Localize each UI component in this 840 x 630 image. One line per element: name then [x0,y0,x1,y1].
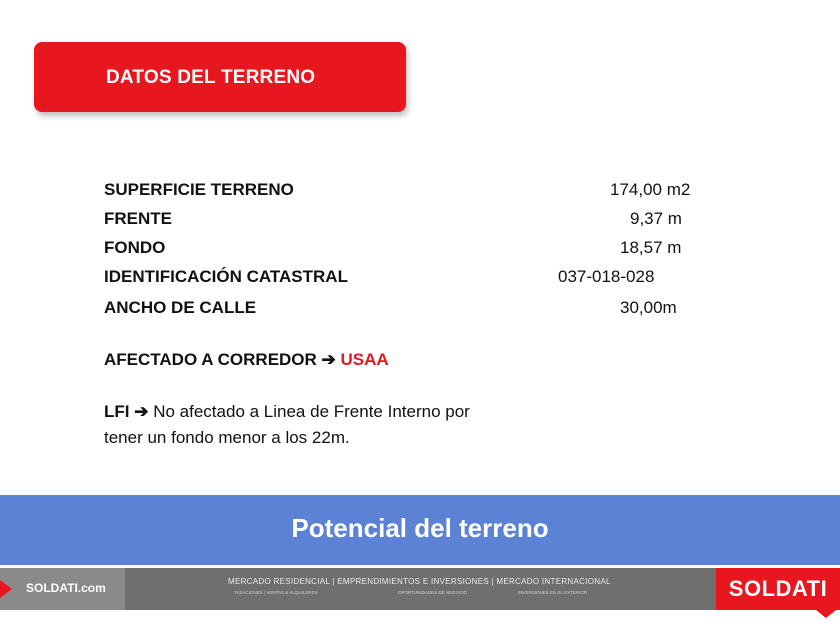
lfi-label: LFI [104,402,130,421]
row-value: 30,00m [620,298,677,317]
section-banner [0,495,840,565]
banner-title: Potencial del terreno [291,513,549,543]
row-value: 18,57 m [620,238,682,257]
footer-url-block [0,568,125,610]
row-label: ANCHO DE CALLE [104,298,257,317]
lfi-line-1 [104,399,470,425]
data-row-ancho-calle [104,298,724,322]
row-label: FONDO [104,238,166,257]
data-row-frente [104,209,724,233]
row-value: 037-018-028 [558,267,655,286]
row-label: IDENTIFICACIÓN CATASTRAL [104,267,348,286]
row-label: SUPERFICIE TERRENO [104,180,294,199]
corredor-value: USAA [340,350,389,369]
footer-bar [0,568,840,610]
lfi-note [104,399,470,451]
corredor-line [104,347,389,373]
footer-sub-2: OPORTUNIDADES DE NEGOCIO [398,590,468,595]
footer-sections-text: MERCADO RESIDENCIAL | EMPRENDIMIENTOS E INVERSIONES | MERCADO INTERNACIONAL [228,577,611,586]
row-value: 174,00 m2 [610,180,691,199]
row-label: FRENTE [104,209,172,228]
lfi-text-2: tener un fondo menor a los 22m. [104,428,350,447]
section-header [34,42,406,112]
data-row-catastral [104,267,724,291]
arrow-right-icon: ➔ [134,402,149,421]
footer-subtext [228,590,613,600]
brand-logo [716,568,840,610]
footer-url: SOLDATI.com [26,581,106,595]
arrow-right-icon: ➔ [321,350,336,369]
brand-logo-tail [816,610,836,618]
corredor-label: AFECTADO A CORREDOR [104,350,317,369]
footer-sub-3: INVERSIONES EN EL EXTERIOR [518,590,588,595]
section-title: DATOS DEL TERRENO [106,67,316,88]
row-value: 9,37 m [630,209,682,228]
footer-sections [228,577,613,600]
red-arrow-icon [0,580,12,598]
footer-sub-1: TASACIONES | VENTAS & ALQUILERES [234,590,318,595]
data-row-fondo [104,238,724,262]
brand-name: SOLDATI [728,576,828,601]
data-row-superficie [104,180,724,204]
lfi-text-1: No afectado a Linea de Frente Interno por [153,402,470,421]
